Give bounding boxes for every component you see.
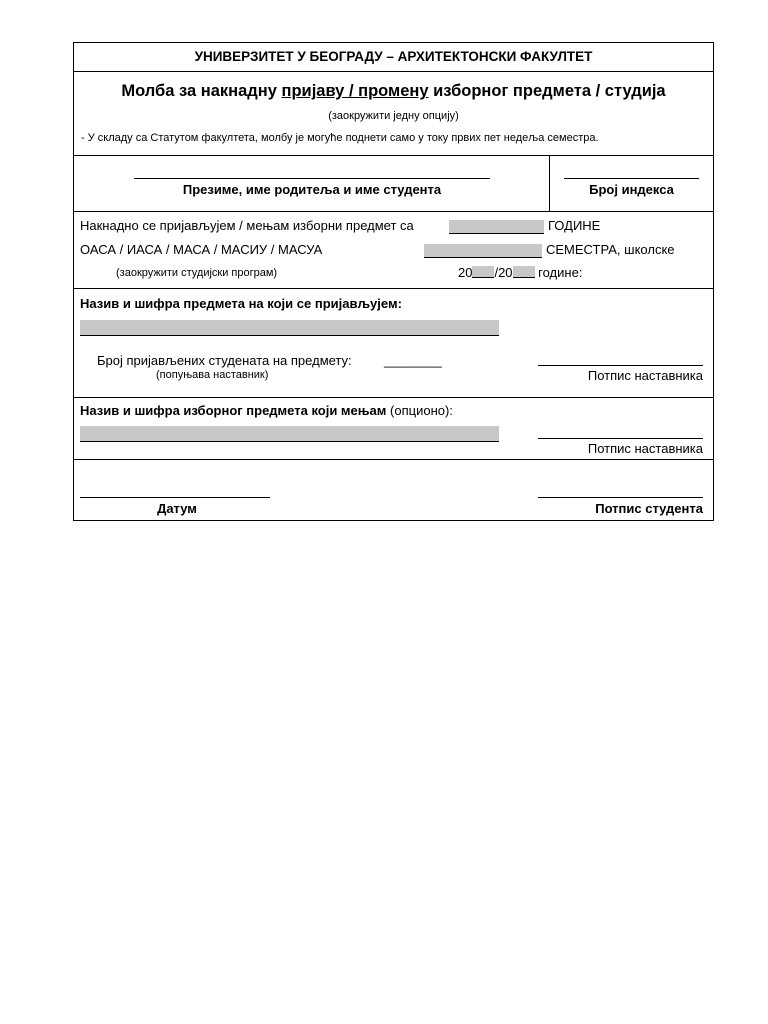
title-prefix: Молба за накнадну — [121, 82, 282, 100]
year-of-study-label: ГОДИНЕ — [548, 218, 601, 233]
title-hint: (заокружити једну опцију) — [328, 110, 459, 122]
teacher-signature-label-2: Потпис наставника — [587, 441, 703, 456]
changed-subject-title: Назив и шифра изборног предмета који мењам — [80, 403, 387, 418]
registration-text: Накнадно се пријављујем / мењам изборни предмет са — [80, 218, 414, 233]
programs-hint: (заокружити студијски програм) — [116, 267, 278, 279]
registered-count-field[interactable]: ________ — [384, 353, 442, 368]
student-column-divider — [549, 156, 550, 212]
academic-year-end-field[interactable] — [513, 266, 535, 278]
title-section — [74, 71, 713, 156]
title-option-change: промену — [358, 82, 429, 100]
index-number-field[interactable] — [564, 178, 699, 179]
year-mid: /20 — [494, 265, 513, 280]
student-section — [74, 155, 713, 212]
new-subject-section — [74, 288, 713, 398]
semester-field[interactable] — [424, 244, 542, 258]
teacher-signature-field-2[interactable] — [538, 438, 703, 439]
study-programs[interactable]: ОАСА / ИАСА / МАСА / МАСИУ / МАСУА — [80, 242, 323, 257]
academic-year — [458, 265, 582, 280]
student-name-field[interactable] — [134, 178, 490, 179]
academic-year-start-field[interactable] — [472, 266, 494, 278]
signature-section — [74, 459, 713, 521]
registration-section — [74, 211, 713, 289]
teacher-signature-field-1[interactable] — [538, 365, 703, 366]
form-title — [74, 82, 713, 101]
semester-label: СЕМЕСТРА, школске — [546, 242, 675, 257]
title-option-registration: пријаву — [281, 82, 345, 100]
changed-subject-section — [74, 397, 713, 460]
year-of-study-field[interactable] — [449, 220, 544, 234]
year-suffix: године: — [534, 265, 583, 280]
application-form — [73, 42, 714, 521]
student-signature-label: Потпис студента — [595, 501, 703, 516]
student-signature-field[interactable] — [538, 497, 703, 498]
changed-subject-field[interactable] — [80, 426, 499, 442]
registered-count-hint: (попуњава наставник) — [156, 369, 269, 381]
date-label: Датум — [157, 501, 197, 516]
new-subject-field[interactable] — [80, 320, 499, 336]
changed-subject-optional: (опционо): — [386, 403, 453, 418]
teacher-signature-label-1: Потпис наставника — [587, 368, 703, 383]
year-prefix: 20 — [458, 265, 473, 280]
title-suffix: изборног предмета / студија — [428, 82, 666, 100]
student-name-label: Презиме, име родитеља и име студента — [182, 182, 442, 197]
title-note: - У складу са Статутом факултета, молбу је могуће поднети само у току првих пет недеља семестра. — [81, 132, 599, 144]
institution-header: УНИВЕРЗИТЕТ У БЕОГРАДУ – АРХИТЕКТОНСКИ ФАКУЛТЕТ — [194, 49, 593, 64]
date-field[interactable] — [80, 497, 270, 498]
registered-count-label: Број пријављених студената на предмету: — [97, 353, 352, 368]
index-number-label: Број индекса — [589, 182, 674, 197]
changed-subject-label — [80, 403, 453, 418]
new-subject-label: Назив и шифра предмета на који се пријављујем: — [80, 296, 402, 311]
title-separator: / — [344, 82, 359, 100]
